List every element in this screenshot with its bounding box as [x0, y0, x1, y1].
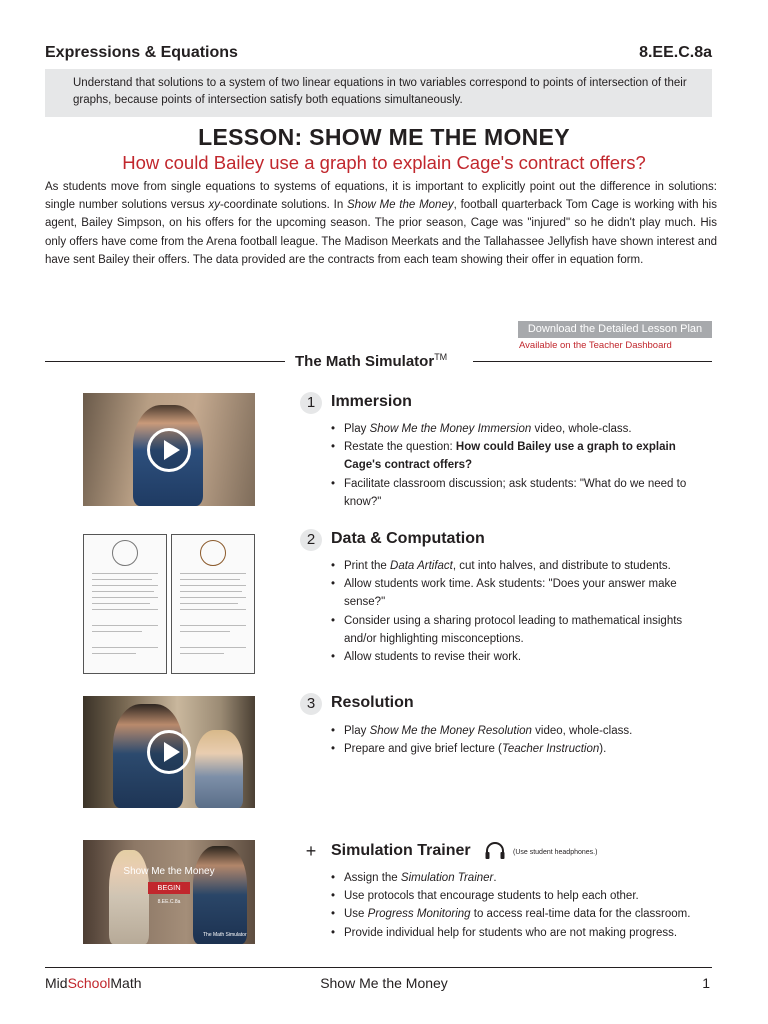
person-figure: [109, 850, 149, 944]
intro-var: xy: [208, 199, 220, 212]
simulator-title: [295, 352, 447, 370]
headphones-note: (Use student headphones.): [513, 849, 598, 856]
footer-divider: [45, 967, 712, 968]
section-title-data-computation: Data & Computation: [331, 530, 485, 547]
intro-text-1: As students move from single equations to systems of equations, it is important to explicitly point out the difference in solutions: single number solutions versus: [45, 181, 717, 212]
immersion-bullets: [331, 420, 711, 511]
section-number-2: 2: [300, 529, 322, 551]
list-item: • Play Show Me the Money Immersion video, whole-class.: [331, 420, 711, 438]
divider-left: [45, 361, 285, 362]
intro-title: Show Me the Money: [347, 199, 454, 212]
download-lesson-plan-button[interactable]: Download the Detailed Lesson Plan: [518, 321, 712, 338]
list-item: • Use protocols that encourage students to help each other.: [331, 887, 711, 905]
data-artifact-madison[interactable]: [83, 534, 167, 674]
list-item: • Provide individual help for students who are not making progress.: [331, 924, 711, 942]
list-item: • Prepare and give brief lecture (Teacher Instruction).: [331, 740, 711, 758]
section-number-3: 3: [300, 693, 322, 715]
trainer-thumb-code: 8.EE.C.8a: [157, 899, 181, 905]
immersion-video-thumbnail[interactable]: [83, 393, 255, 506]
jellyfish-logo-icon: [200, 540, 226, 566]
page-header: [45, 44, 712, 66]
section-title-immersion: Immersion: [331, 393, 412, 410]
section-number-plus: +: [305, 841, 317, 861]
page-number: 1: [702, 975, 710, 991]
list-item: • Use Progress Monitoring to access real-time data for the classroom.: [331, 905, 711, 923]
list-item: • Allow students work time. Ask students: "Does your answer make sense?": [331, 575, 711, 611]
download-note: Available on the Teacher Dashboard: [519, 340, 672, 351]
lesson-question: How could Bailey use a graph to explain Cage's contract offers?: [122, 152, 646, 173]
section-title-simulation-trainer: Simulation Trainer: [331, 842, 471, 859]
intro-paragraph: [45, 178, 717, 269]
standard-code: 8.EE.C.8a: [639, 44, 712, 61]
person-figure: [193, 846, 247, 944]
section-number-1: 1: [300, 392, 322, 414]
trademark: TM: [434, 352, 448, 362]
lesson-title: LESSON: SHOW ME THE MONEY: [198, 124, 570, 150]
resolution-bullets: [331, 722, 711, 758]
data-computation-bullets: [331, 557, 711, 666]
trainer-thumb-brand: The Math Simulator: [203, 932, 247, 938]
simulation-trainer-bullets: [331, 869, 711, 942]
meerkat-logo-icon: [112, 540, 138, 566]
intro-text-3: , football quarterback Tom Cage is working with his agent, Bailey Simpson, on his offers for the upcoming season. The prior season, Cage was "injured" so he didn't play much. His only offers have come from the Arena football league. The Madison Meerkats and the Tallahassee Jellyfish have shown interest and have sent Bailey their offers. The data provided are the contracts from each team showing their offer in equation form.: [45, 199, 717, 266]
list-item: • Assign the Simulation Trainer.: [331, 869, 711, 887]
play-icon[interactable]: [147, 428, 191, 472]
footer-title: Show Me the Money: [320, 975, 448, 991]
data-artifact-tallahassee[interactable]: [171, 534, 255, 674]
person-figure: [195, 730, 243, 808]
resolution-video-thumbnail[interactable]: [83, 696, 255, 808]
standard-text: Understand that solutions to a system of two linear equations in two variables correspond to points of intersection of their graphs, because points of intersection satisfy both equations simultaneously.: [45, 69, 712, 117]
simulator-title-text: The Math Simulator: [295, 353, 435, 370]
intro-text-2: -coordinate solutions. In: [219, 199, 347, 212]
trainer-thumb-title: Show Me the Money: [123, 866, 215, 877]
subject-heading: Expressions & Equations: [45, 44, 238, 61]
headphones-icon: [484, 842, 506, 860]
section-title-resolution: Resolution: [331, 694, 414, 711]
list-item: • Restate the question: How could Bailey use a graph to explain Cage's contract offers?: [331, 438, 711, 474]
list-item: • Play Show Me the Money Resolution video, whole-class.: [331, 722, 711, 740]
trainer-begin-button[interactable]: BEGIN: [148, 882, 190, 894]
list-item: • Facilitate classroom discussion; ask students: "What do we need to know?": [331, 475, 711, 511]
list-item: • Allow students to revise their work.: [331, 648, 711, 666]
list-item: • Consider using a sharing protocol leading to mathematical insights and/or highlighting misconceptions.: [331, 612, 711, 648]
footer-brand: MidSchoolMath: [45, 975, 142, 991]
play-icon[interactable]: [147, 730, 191, 774]
divider-right: [473, 361, 712, 362]
list-item: • Print the Data Artifact, cut into halves, and distribute to students.: [331, 557, 711, 575]
